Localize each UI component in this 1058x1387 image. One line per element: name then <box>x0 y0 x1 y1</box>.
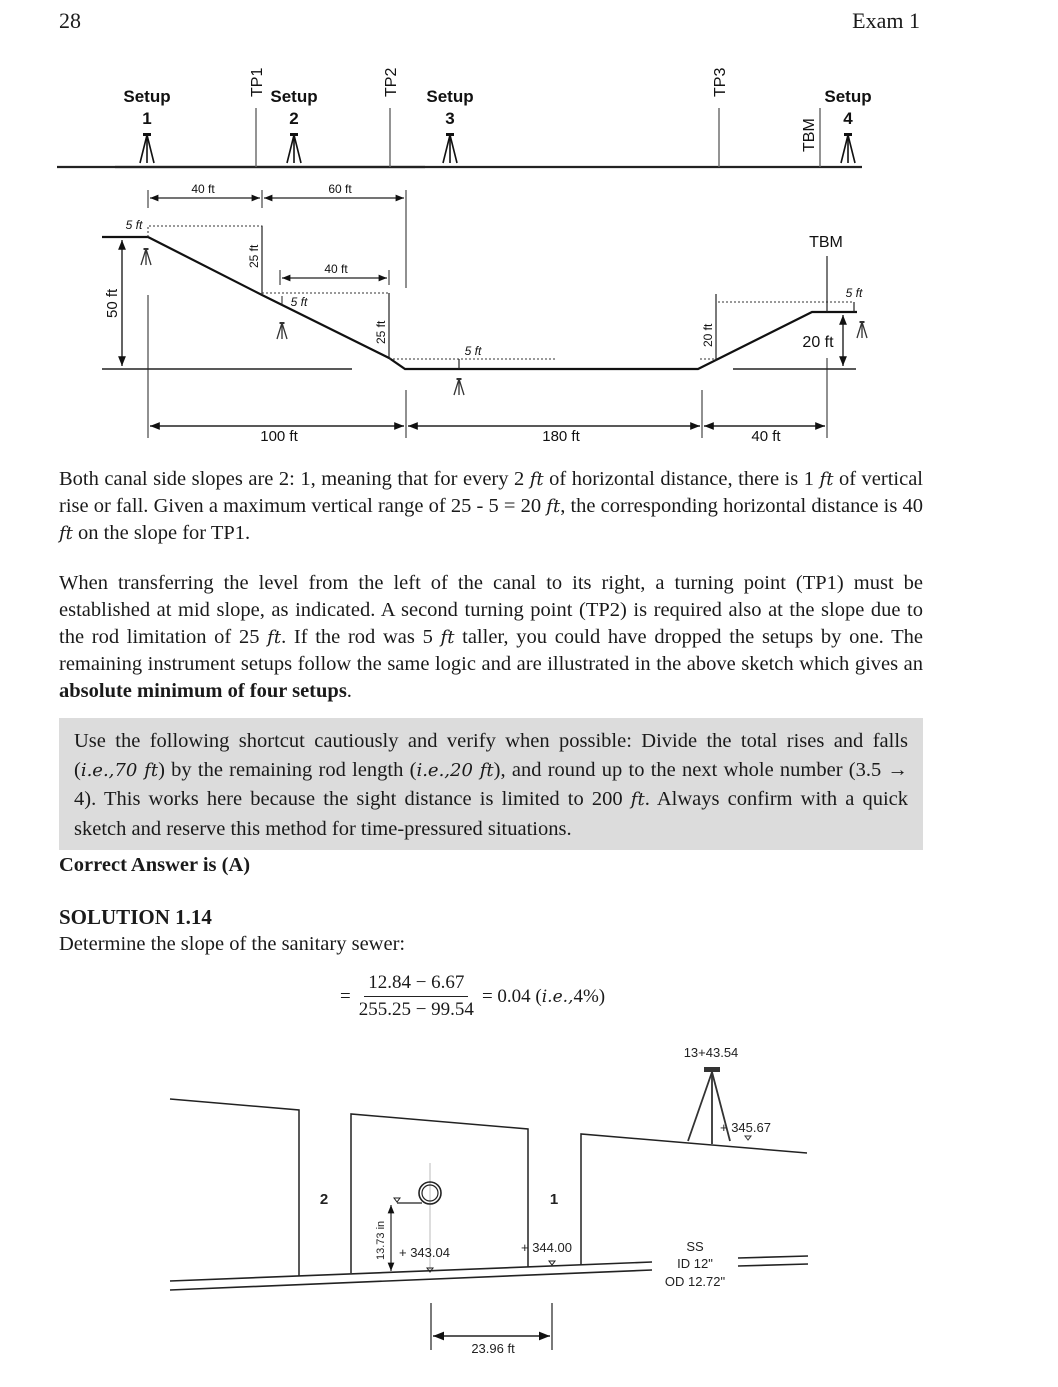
setup-3-number: 3 <box>445 109 455 128</box>
canal-leveling-figure <box>0 0 1058 460</box>
dim-60ft-top: 60 ft <box>328 182 352 196</box>
equation-numerator: 12.84 − 6.67 <box>364 972 468 997</box>
mini-tripod-2-icon <box>277 322 287 339</box>
dim-20ft-rod: 20 ft <box>701 323 715 347</box>
mini-tripod-3-icon <box>454 378 464 395</box>
sewer-profile-figure <box>0 1030 1058 1380</box>
equation-result: = 0.04 ( <box>481 985 542 1007</box>
setup-1-number: 1 <box>142 109 152 128</box>
station-label: 13+43.54 <box>683 1045 739 1060</box>
setup-4-label: Setup <box>824 87 872 106</box>
manhole-1-label: 1 <box>549 1191 559 1208</box>
emphasis-four-setups: absolute minimum of four setups <box>59 680 347 702</box>
elevation-instrument: + 345.67 <box>720 1120 771 1135</box>
dim-5ft-b: 5 ft <box>290 295 308 309</box>
setup-3-label: Setup <box>426 87 474 106</box>
mini-tripod-1-icon <box>141 248 151 265</box>
setup-2-label: Setup <box>270 87 318 106</box>
dim-5ft-d: 5 ft <box>845 286 863 300</box>
dim-5ft-c: 5 ft <box>464 344 482 358</box>
equation-equals: = <box>340 985 351 1007</box>
pipe-type: SS <box>686 1239 704 1254</box>
page-number: 28 <box>59 8 81 33</box>
setup-1-label: Setup <box>123 87 171 106</box>
tp2-label: TP2 <box>383 67 400 97</box>
setup-2-tripod-icon <box>287 133 301 163</box>
dim-40ft-bottom: 40 ft <box>751 428 781 445</box>
dim-50ft: 50 ft <box>104 288 121 318</box>
depth-label: 13.73 in <box>375 1220 387 1260</box>
mini-tripod-4-icon <box>857 321 867 338</box>
dim-100ft: 100 ft <box>260 428 298 445</box>
manhole-2-label: 2 <box>319 1191 329 1208</box>
dim-40ft-mid: 40 ft <box>324 262 348 276</box>
setup-1-tripod-icon <box>140 133 154 163</box>
pipe-outer-diameter: OD 12.72" <box>664 1274 726 1289</box>
correct-answer: Correct Answer is (A) <box>59 854 251 876</box>
dim-25ft-b: 25 ft <box>374 320 388 344</box>
shortcut-note-box: Use the following shortcut cautiously and verify when possible: Divide the total rises and falls (i.e.,70 ft) by the remaining rod length (i.e.,20 ft), and round up to the next whole number (3.5 → 4). This works here because the sight distance is limited to 200 ft. Always confirm with a quick sketch and reserve this method for time-pressured situations. <box>59 718 923 850</box>
distance-label: 23.96 ft <box>471 1341 515 1356</box>
equation-denominator: 255.25 − 99.54 <box>358 999 474 1020</box>
solution-intro: Determine the slope of the sanitary sewer: <box>59 933 406 955</box>
dim-5ft-a: 5 ft <box>125 218 143 232</box>
solution-title: SOLUTION 1.14 <box>59 905 212 929</box>
tp3-label: TP3 <box>712 67 729 97</box>
running-title: Exam 1 <box>852 8 920 33</box>
elevation-manhole-2: + 343.04 <box>399 1245 450 1260</box>
tbm-vertical-label: TBM <box>801 118 818 152</box>
pipe-inner-diameter: ID 12" <box>677 1256 713 1271</box>
dim-40ft-top: 40 ft <box>191 182 215 196</box>
equation-fraction <box>355 972 478 1021</box>
slope-equation: = $\frac{12.84 - 6.67}{255.25 - 99.54}$ = 0.04 ( i.e., 4%) <box>340 972 606 1020</box>
setup-4-number: 4 <box>843 109 853 128</box>
setup-3-tripod-icon <box>443 133 457 163</box>
dim-180ft: 180 ft <box>542 428 580 445</box>
elevation-manhole-1: + 344.00 <box>521 1240 572 1255</box>
paragraph-turning-points: When transferring the level from the left of the canal to its right, a turning point (TP1) must be established at mid slope, as indicated. A second turning point (TP2) is required also at the slope due to the rod limitation of 25 ft. If the rod was 5 ft taller, you could have dropped the setups by one. The remaining instrument setups follow the same logic and are illustrated in the above sketch which gives an absolute minimum of four setups. <box>59 572 924 702</box>
dim-25ft-a: 25 ft <box>247 244 261 268</box>
dim-20ft-height: 20 ft <box>802 334 834 351</box>
setup-2-number: 2 <box>289 109 299 128</box>
tbm-label: TBM <box>809 234 843 251</box>
paragraph-slopes: Both canal side slopes are 2: 1, meaning that for every 2 ft of horizontal distance, there is 1 ft of vertical rise or fall. Given a maximum vertical range of 25 - 5 = 20 ft, the corresponding horizontal distance is 40 ft on the slope for TP1. <box>59 468 923 544</box>
setup-4-tripod-icon <box>841 133 855 163</box>
tp1-label: TP1 <box>249 67 266 97</box>
